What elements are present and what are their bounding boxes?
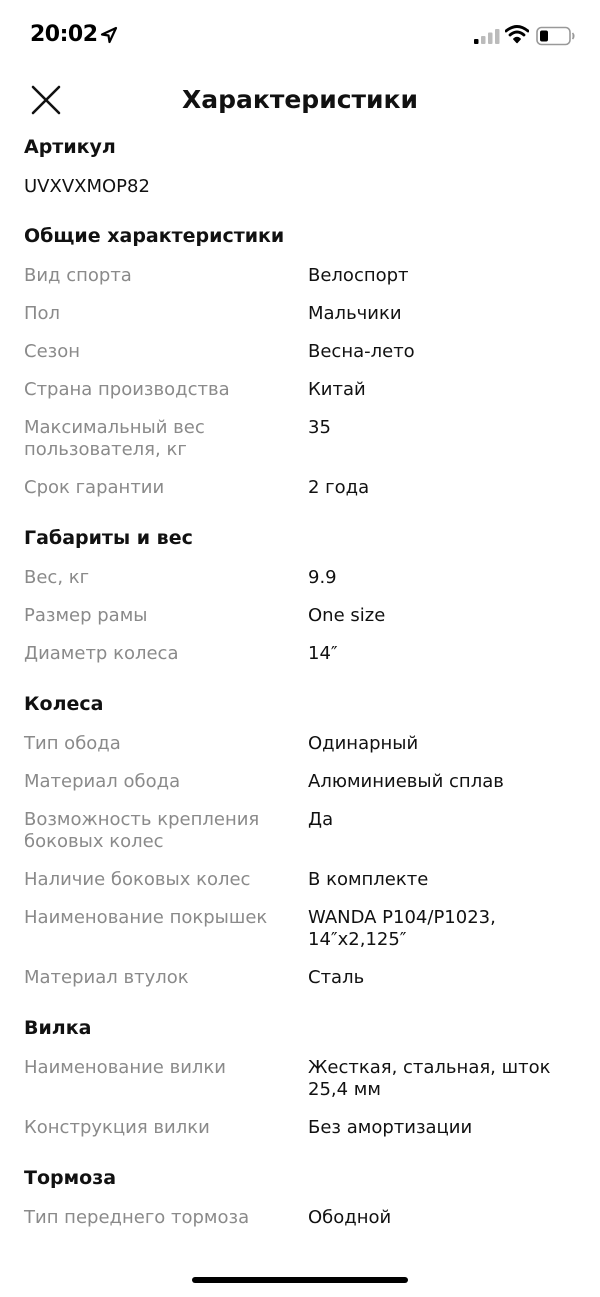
location-arrow-icon: [100, 26, 118, 48]
spec-row: [24, 379, 580, 401]
spec-value: One size: [308, 605, 386, 626]
spec-label: Диаметр колеса: [24, 643, 179, 664]
spec-label: Пол: [24, 303, 61, 324]
section-title-brakes: Тормоза: [24, 1167, 117, 1189]
spec-row: [24, 809, 580, 853]
spec-row: [24, 477, 580, 499]
spec-row: [24, 771, 580, 793]
spec-label: Размер рамы: [24, 605, 148, 626]
spec-row: [24, 733, 580, 755]
spec-label: Наличие боковых колес: [24, 869, 251, 890]
wifi-icon: [505, 24, 529, 48]
spec-label: Наименование покрышек: [24, 907, 268, 928]
section-title-general: Общие характеристики: [24, 225, 285, 247]
spec-row: [24, 907, 580, 951]
spec-label: Тип обода: [24, 733, 121, 754]
spec-value: 2 года: [308, 477, 370, 498]
section-title-fork: Вилка: [24, 1017, 92, 1039]
spec-row: [24, 1057, 580, 1101]
spec-value: 9.9: [308, 567, 337, 588]
spec-row: [24, 341, 580, 363]
spec-row: [24, 1207, 580, 1229]
page-title: Характеристики: [181, 85, 419, 114]
spec-label: Сезон: [24, 341, 80, 362]
spec-label: Возможность крепления боковых колес: [24, 809, 260, 852]
spec-value: Да: [308, 809, 334, 830]
spec-label: Вид спорта: [24, 265, 132, 286]
spec-label: Максимальный вес пользователя, кг: [24, 417, 205, 460]
spec-value: Одинарный: [308, 733, 419, 754]
status-bar: [0, 0, 600, 70]
section-title-dimensions: Габариты и вес: [24, 527, 193, 549]
characteristics-list: [24, 136, 580, 1245]
cellular-signal-icon: [474, 28, 500, 48]
spec-value: 35: [308, 417, 331, 438]
spec-value: Ободной: [308, 1207, 392, 1228]
spec-row: [24, 265, 580, 287]
spec-label: Тип переднего тормоза: [24, 1207, 250, 1228]
article-value: UVXVXMOP82: [24, 176, 150, 197]
spec-value: Мальчики: [308, 303, 402, 324]
header: [0, 70, 600, 132]
spec-value: Без амортизации: [308, 1117, 473, 1138]
spec-row: [24, 967, 580, 989]
spec-label: Материал обода: [24, 771, 181, 792]
battery-icon: [536, 26, 576, 50]
section-title-wheels: Колеса: [24, 693, 104, 715]
spec-value: Весна-лето: [308, 341, 415, 362]
spec-value: В комплекте: [308, 869, 429, 890]
spec-value: Сталь: [308, 967, 365, 988]
spec-row: [24, 1117, 580, 1139]
spec-value: Китай: [308, 379, 366, 400]
spec-label: Вес, кг: [24, 567, 90, 588]
spec-row: [24, 417, 580, 461]
spec-value: WANDA P104/P1023, 14″x2,125″: [308, 907, 496, 950]
spec-label: Наименование вилки: [24, 1057, 226, 1078]
spec-row: [24, 643, 580, 665]
home-indicator[interactable]: [192, 1277, 408, 1283]
status-time: 20:02: [30, 22, 98, 47]
spec-value: Велоспорт: [308, 265, 409, 286]
spec-label: Срок гарантии: [24, 477, 165, 498]
article-title: Артикул: [24, 136, 116, 158]
spec-row: [24, 303, 580, 325]
spec-label: Страна производства: [24, 379, 230, 400]
spec-row: [24, 567, 580, 589]
spec-label: Конструкция вилки: [24, 1117, 210, 1138]
spec-value: 14″: [308, 643, 338, 664]
spec-row: [24, 605, 580, 627]
spec-label: Материал втулок: [24, 967, 189, 988]
spec-value: Алюминиевый сплав: [308, 771, 504, 792]
spec-row: [24, 869, 580, 891]
spec-value: Жесткая, стальная, шток 25,4 мм: [308, 1057, 551, 1100]
